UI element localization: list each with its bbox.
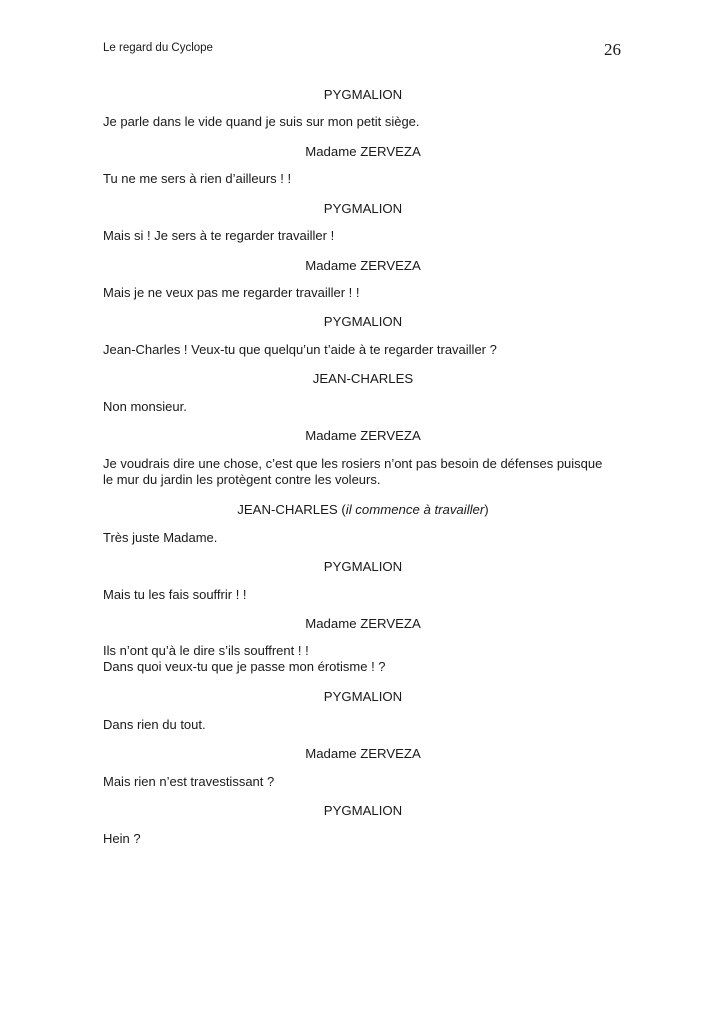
dialogue-line: Hein ? bbox=[103, 831, 141, 846]
dialogue-line: Jean-Charles ! Veux-tu que quelqu’un t’aide à te regarder travailler ? bbox=[103, 342, 497, 357]
speaker-name: PYGMALION bbox=[323, 314, 403, 329]
page-number: 26 bbox=[604, 40, 621, 59]
speaker-name: Madame ZERVEZA bbox=[305, 258, 421, 273]
speaker-name: PYGMALION bbox=[323, 201, 403, 216]
speaker-name: PYGMALION bbox=[323, 87, 403, 102]
speaker-name: PYGMALION bbox=[323, 689, 403, 704]
dialogue-line: Non monsieur. bbox=[103, 399, 187, 414]
dialogue-line: Je voudrais dire une chose, c’est que les rosiers n’ont pas besoin de défenses puisque le mur du jardin les protègent contre les voleurs. bbox=[103, 456, 603, 487]
speaker-name: Madame ZERVEZA bbox=[305, 746, 421, 761]
dialogue-line: Ils n’ont qu’à le dire s’ils souffrent ! ! Dans quoi veux-tu que je passe mon érotisme ! ? bbox=[103, 643, 386, 674]
speaker-name: PYGMALION bbox=[323, 559, 403, 574]
dialogue-line: Dans rien du tout. bbox=[103, 717, 206, 732]
speaker-name: JEAN-CHARLES (il commence à travailler) bbox=[237, 502, 489, 517]
speaker-name: Madame ZERVEZA bbox=[305, 616, 421, 631]
dialogue-line: Tu ne me sers à rien d’ailleurs ! ! bbox=[103, 171, 292, 186]
running-title: Le regard du Cyclope bbox=[103, 42, 213, 54]
dialogue-line: Mais je ne veux pas me regarder travailler ! ! bbox=[103, 285, 360, 300]
dialogue-line: Mais tu les fais souffrir ! ! bbox=[103, 587, 247, 602]
dialogue-line: Je parle dans le vide quand je suis sur mon petit siège. bbox=[103, 114, 420, 129]
stage-direction: il commence à travailler bbox=[345, 502, 485, 517]
dialogue-line: Mais si ! Je sers à te regarder travailler ! bbox=[103, 228, 335, 243]
dialogue-line: Mais rien n’est travestissant ? bbox=[103, 774, 275, 789]
speaker-name: PYGMALION bbox=[323, 803, 403, 818]
speaker-name: JEAN-CHARLES bbox=[312, 371, 414, 386]
speaker-name: Madame ZERVEZA bbox=[305, 428, 421, 443]
speaker-name: Madame ZERVEZA bbox=[305, 144, 421, 159]
dialogue-line: Très juste Madame. bbox=[103, 530, 218, 545]
